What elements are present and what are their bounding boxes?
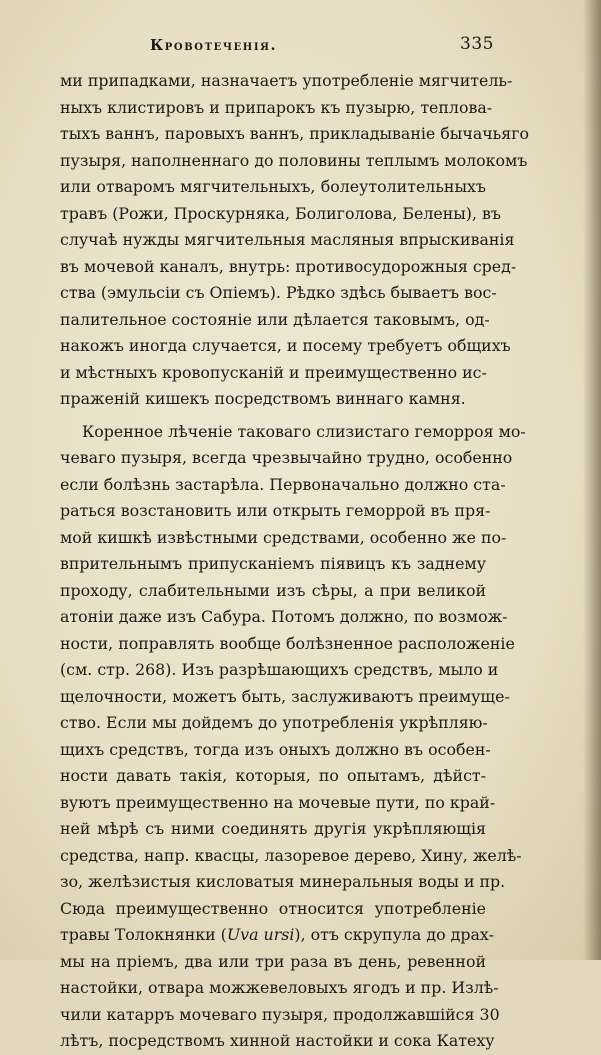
page-number: 335 — [460, 34, 494, 54]
text-line: лѣтъ, посредствомъ хинной настойки и сока Катеху — [60, 1031, 495, 1050]
body-text — [60, 68, 530, 1055]
text-line: или отваромъ мягчительныхъ, болеутолительныхъ — [60, 177, 486, 196]
text-line: ности, поправлять вообще болѣзненное расположеніе — [60, 633, 515, 653]
text-line: щелочности, можетъ быть, заслуживаютъ преимуще- — [60, 686, 510, 706]
text-line: Сюда преимущественно относится употребленіе — [60, 898, 486, 918]
text-line: тыхъ ваннъ, паровыхъ ваннъ, прикладываніе бычачьяго — [60, 124, 530, 143]
text-line: ми припадками, назначаетъ употребленіе мягчитель- — [60, 71, 513, 90]
text-line: палительное состояніе или дѣлается таковымъ, од- — [60, 309, 490, 329]
text-line: ныхъ клистировъ и припарокъ къ пузырю, теплова- — [60, 97, 493, 117]
text-line: проходу, слабительными изъ сѣры, а при великой — [60, 580, 486, 600]
text-line: праженій кишекъ посредствомъ виннаго камня. — [60, 389, 466, 408]
text-line: накожъ иногда случается, и посему требуетъ общихъ — [60, 336, 511, 355]
text-line: въ мочевой каналъ, внутрь: противосудорожныя сред- — [60, 256, 517, 276]
text-line: атоніи даже изъ Сабура. Потомъ должно, по возмож- — [60, 607, 508, 626]
text-line: если болѣзнь застарѣла. Первоначально должно ста- — [60, 474, 506, 494]
text-line: (см. стр. 268). Изъ разрѣшающихъ средствъ, мыло и — [60, 660, 499, 679]
text-line: чили катарръ мочеваго пузыря, продолжавшійся 30 — [60, 1004, 500, 1024]
text-line: мой кишкѣ извѣстными средствами, особенно же по- — [60, 527, 507, 547]
text-line: Коренное лѣченіе таковаго слизистаго геморроя мо- — [82, 421, 526, 441]
text-line: ства (эмульсіи съ Опіемъ). Рѣдко здѣсь бываетъ вос- — [60, 283, 497, 302]
text-line: щихъ средствъ, тогда изъ оныхъ должно въ особен- — [60, 739, 491, 759]
text-line: травы Толокнянки (Uva ursi), отъ скрупула до драх- — [60, 925, 495, 944]
text-line: настойки, отвара можжевеловыхъ ягодъ и пр. Излѣ- — [60, 978, 499, 997]
text-line: травъ (Рожи, Проскурняка, Болиголова, Белены), въ — [60, 203, 501, 223]
paragraph-continued — [60, 68, 530, 413]
page-header — [60, 34, 494, 58]
text-line: ней мѣрѣ съ ними соединять другія укрѣпляющія — [60, 819, 486, 838]
text-line: случаѣ нужды мягчительныя масляныя впрыскиванія — [60, 230, 515, 249]
text-line: вуютъ преимущественно на мочевые пути, по край- — [60, 792, 496, 812]
paragraph-treatment — [60, 419, 526, 1055]
text-line: пузыря, наполненнаго до половины теплымъ молокомъ — [60, 150, 528, 170]
text-line: раться возстановить или открыть геморрой въ пря- — [60, 501, 491, 520]
text-line: впрительнымъ припусканіемъ піявицъ къ заднему — [60, 554, 486, 573]
text-line: зо, желѣзистыя кисловатыя минеральныя воды и пр. — [60, 872, 506, 891]
text-line: ство. Если мы дойдемъ до употребленія укрѣпляю- — [60, 713, 488, 732]
running-title: Кровотеченія. — [150, 37, 278, 54]
text-line: мы на пріемъ, два или три раза въ день, ревенной — [60, 951, 486, 971]
text-line: ности давать такія, которыя, по опытамъ, дѣйст- — [60, 766, 486, 785]
text-line: и мѣстныхъ кровопусканій и преимущественно ис- — [60, 362, 487, 382]
text-line: средства, напр. квасцы, лазоревое дерево, Хину, желѣ- — [60, 845, 522, 865]
text-line: чеваго пузыря, всегда чрезвычайно трудно, особенно — [60, 448, 513, 467]
page-spine-shadow — [583, 0, 601, 960]
